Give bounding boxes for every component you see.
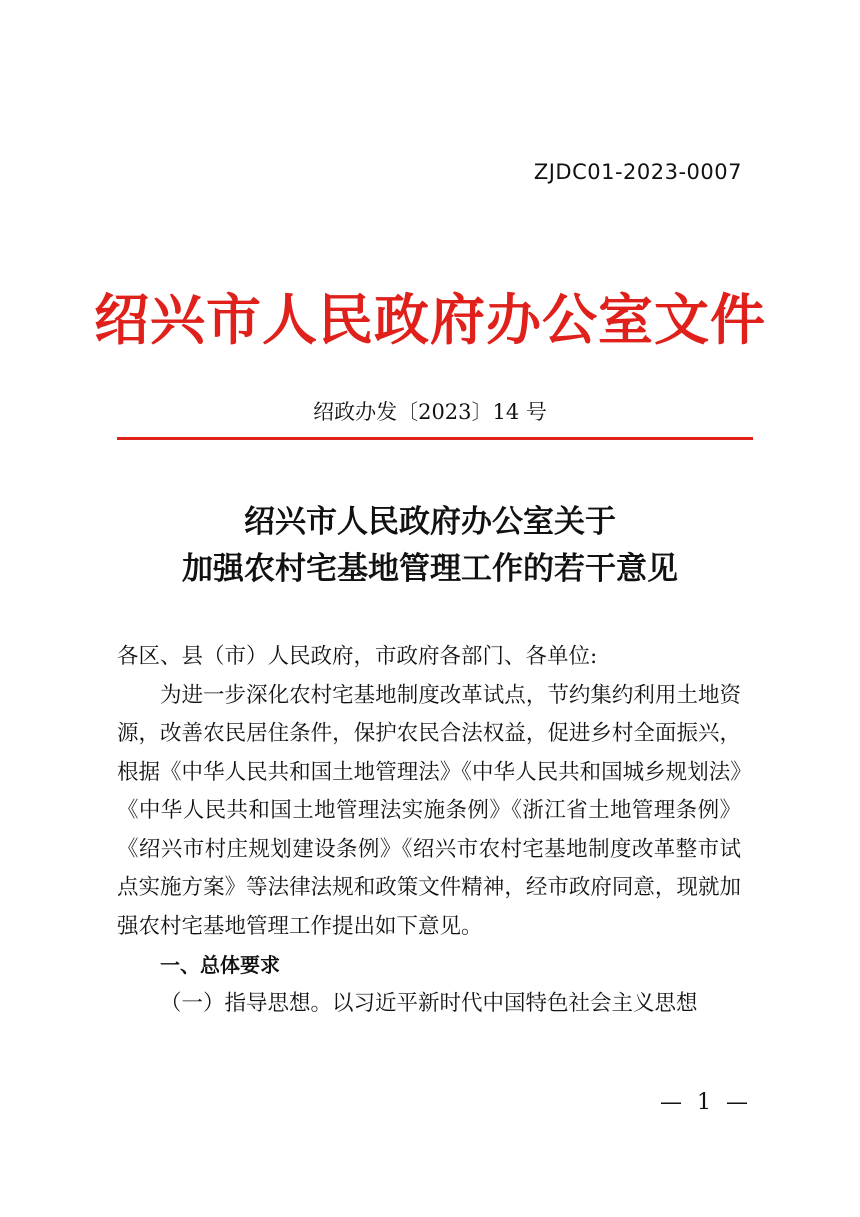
document-title	[0, 499, 860, 593]
document-body	[117, 638, 741, 1023]
salutation: 各区、县（市）人民政府，市政府各部门、各单位:	[117, 644, 598, 669]
intro-paragraph: 为进一步深化农村宅基地制度改革试点，节约集约利用土地资源，改善农民居住条件，保护农民合法权益，促进乡村全面振兴，根据《中华人民共和国土地管理法》《中华人民共和国城乡规划法》《中华人民共和国土地管理法实施条例》《浙江省土地管理条例》《绍兴市村庄规划建设条例》《绍兴市农村宅基地制度改革整市试点实施方案》等法律法规和政策文件精神，经市政府同意，现就加强农村宅基地管理工作提出如下意见。	[117, 682, 741, 939]
red-separator-line	[117, 437, 753, 440]
page-number: — 1 —	[660, 1090, 752, 1115]
document-number: 绍政办发〔2023〕14 号	[313, 400, 547, 424]
title-line-1: 绍兴市人民政府办公室关于	[244, 504, 616, 540]
section-heading: 一、总体要求	[160, 953, 280, 977]
subsection-paragraph: （一）指导思想。以习近平新时代中国特色社会主义思想	[160, 990, 698, 1016]
document-code: ZJDC01-2023-0007	[533, 160, 742, 184]
masthead-title: 绍兴市人民政府办公室文件	[93, 288, 766, 352]
title-line-2: 加强农村宅基地管理工作的若干意见	[182, 551, 678, 587]
